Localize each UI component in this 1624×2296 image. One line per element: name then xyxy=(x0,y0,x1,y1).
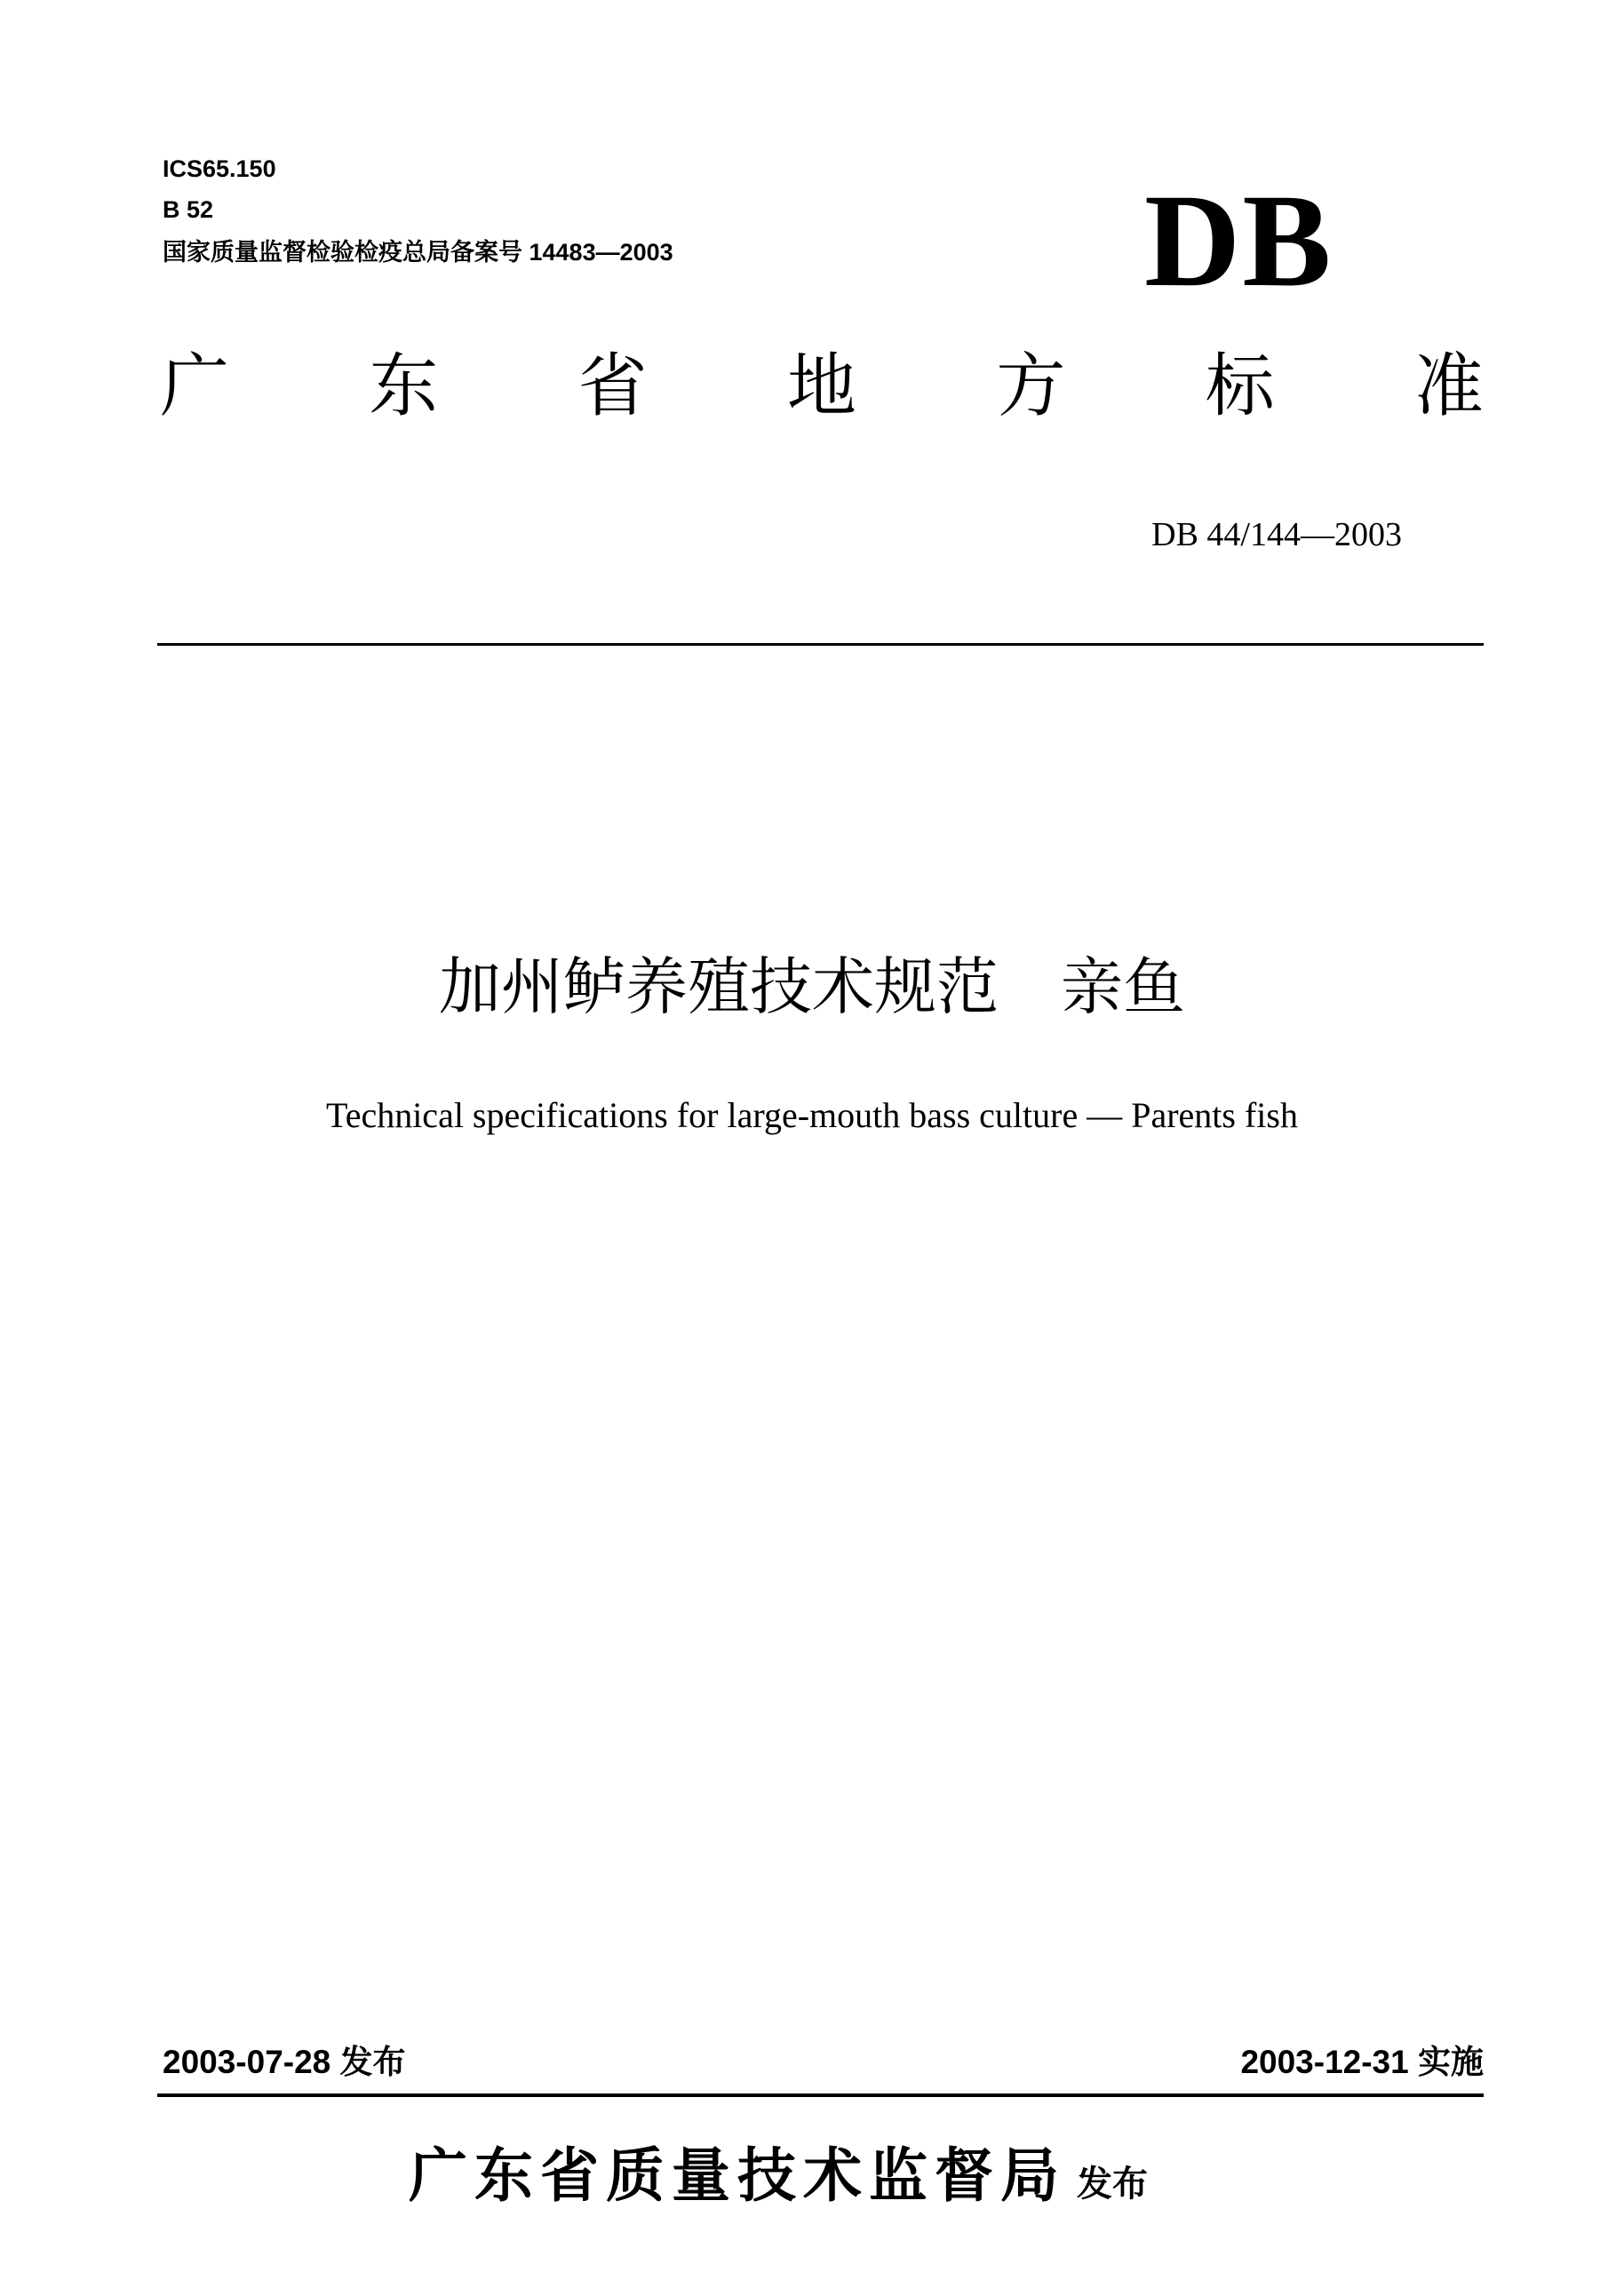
record-number: 国家质量监督检验检疫总局备案号 14483—2003 xyxy=(163,239,673,266)
standard-type-char: 标 xyxy=(1205,346,1275,426)
standard-type-char: 省 xyxy=(577,346,648,426)
standard-type-char: 方 xyxy=(996,346,1066,426)
standard-type-char: 地 xyxy=(786,346,856,426)
header-divider xyxy=(157,643,1484,646)
standard-number: DB 44/144—2003 xyxy=(1151,516,1402,553)
standard-type-char: 准 xyxy=(1413,346,1484,426)
standard-type-char: 广 xyxy=(160,346,230,426)
title-english: Technical specifications for large-mouth bass culture — Parents fish xyxy=(326,1095,1298,1135)
classification-code: B 52 xyxy=(163,196,214,223)
title-chinese: 加州鲈养殖技术规范 亲鱼 xyxy=(439,950,1185,1023)
standard-type-heading xyxy=(160,342,1484,431)
db-logo: DB xyxy=(1144,167,1333,314)
footer-divider xyxy=(157,2093,1484,2097)
ics-code: ICS65.150 xyxy=(163,155,276,182)
issuer xyxy=(409,2141,1148,2220)
issuer-suffix: 发布 xyxy=(1077,2164,1148,2205)
issuer-name: 广东省质量技术监督局 xyxy=(409,2141,1066,2210)
implementation-date: 2003-12-31 实施 xyxy=(1240,2044,1484,2080)
standard-type-char: 东 xyxy=(369,346,439,426)
issue-date: 2003-07-28 发布 xyxy=(163,2044,406,2080)
